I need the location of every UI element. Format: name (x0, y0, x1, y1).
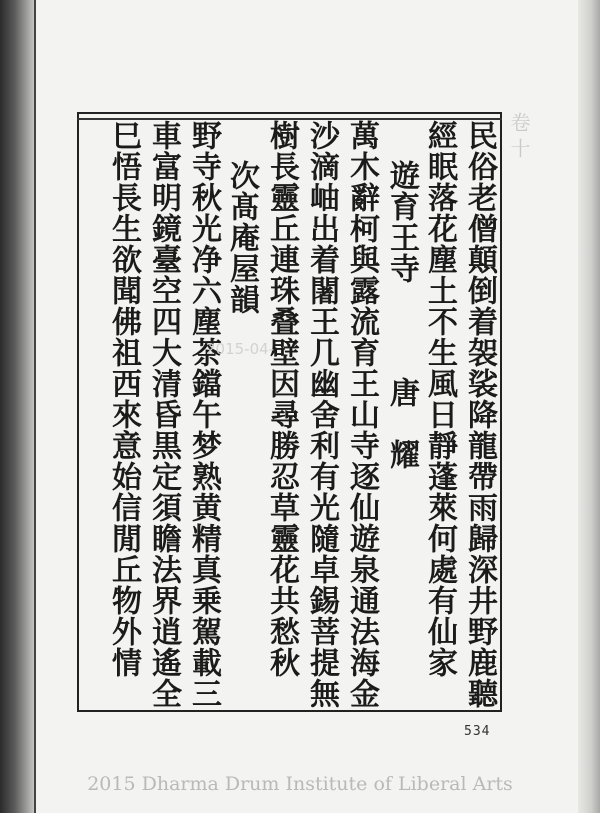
page-number: 534 (464, 724, 491, 739)
date-watermark: 2015-04- (206, 340, 275, 358)
text-column-6: 樹長靈丘連珠叠壁因尋勝忍草靈花共愁秋 (264, 120, 299, 678)
text-column-9: 車富明鏡臺空四大清昏黒定須瞻法界逍遙全 (146, 120, 181, 709)
text-column-1: 民俗老僧顛倒着袈裟降龍帶雨歸深井野鹿聽 (462, 120, 497, 709)
book-gutter-shadow (0, 0, 36, 813)
text-column-5: 沙滴岫出着闍王几幽舍利有光隨卓錫菩提無 (304, 120, 339, 709)
text-column-10: 巳悟長生欲聞佛祖西來意始信閒丘物外情 (106, 120, 141, 678)
text-column-8: 野寺秋光净六塵茶鐺午梦熟黄精真乗駕載三 (186, 120, 221, 709)
copyright-footer: 2015 Dharma Drum Institute of Liberal Arts (87, 773, 513, 795)
poem-title-1: 遊育王寺 唐 耀 (384, 160, 419, 470)
page-edge (578, 0, 600, 813)
poem-title-2: 次髙庵屋韻 (224, 160, 259, 315)
bleed-through-marks: 卷十 (507, 112, 531, 164)
text-column-2: 經眠落花塵土不生風日靜蓬萊何處有仙家 (422, 120, 457, 678)
text-column-4: 萬木辭柯與露流育王山寺逐仙遊泉通法海金 (344, 120, 379, 709)
